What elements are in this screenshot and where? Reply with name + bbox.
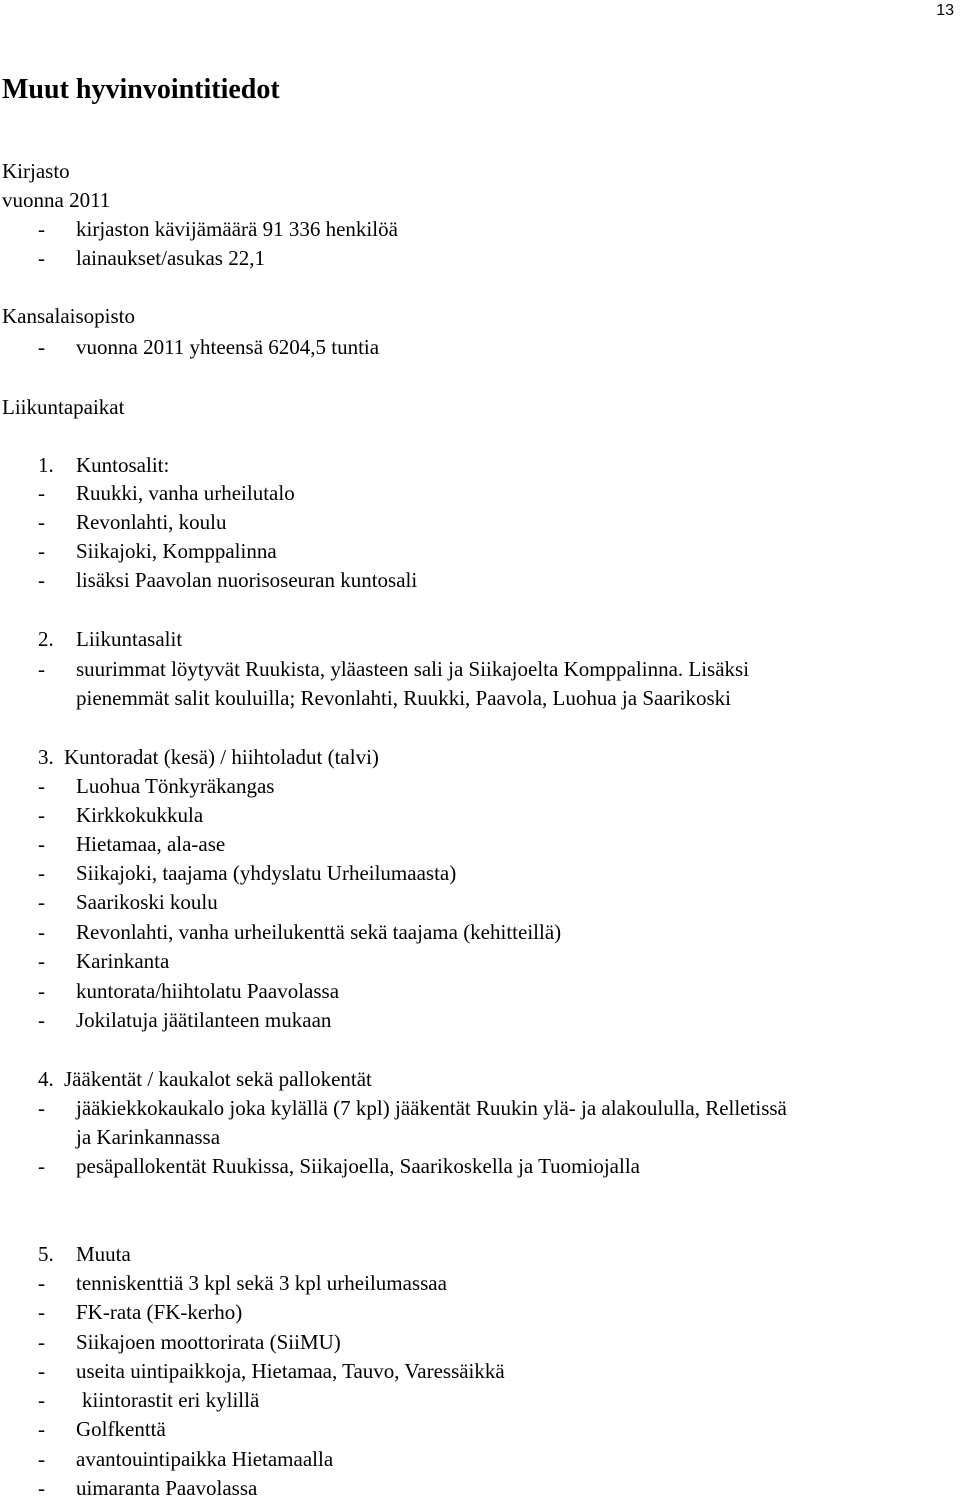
page-title: Muut hyvinvointitiedot: [2, 74, 280, 105]
page-number: 13: [936, 2, 954, 19]
